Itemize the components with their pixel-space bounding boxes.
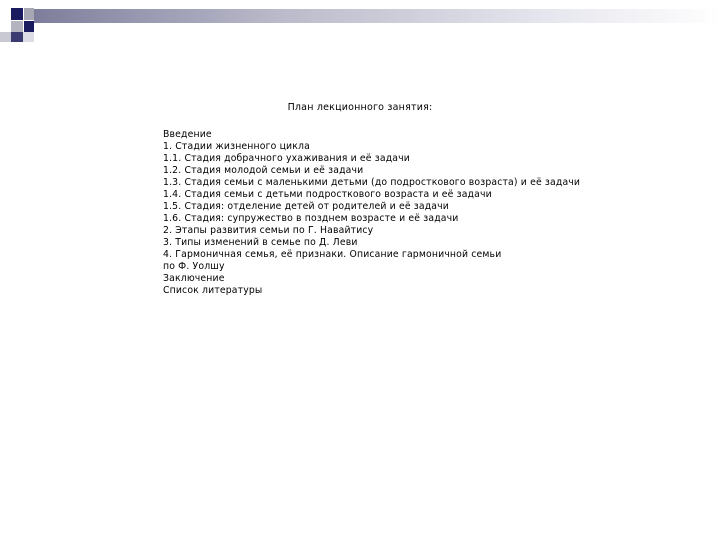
outline-item: 3. Типы изменений в семье по Д. Леви [163, 237, 358, 249]
outline-item: по Ф. Уолшу [163, 261, 225, 273]
outline-item: 4. Гармоничная семья, её признаки. Описание гармоничной семьи [163, 249, 502, 261]
header-gradient-band [0, 0, 720, 44]
decor-square-navy-3 [11, 32, 23, 42]
decor-square-gray-1 [24, 8, 34, 20]
outline-item: 1.3. Стадия семьи с маленькими детьми (до подросткового возраста) и её задачи [163, 177, 581, 189]
outline-item: 1.4. Стадия семьи с детьми подросткового возраста и её задачи [163, 189, 492, 201]
decor-square-light-1 [23, 32, 34, 42]
outline-item: 2. Этапы развития семьи по Г. Навайтису [163, 225, 374, 237]
slide-title: План лекционного занятия: [287, 102, 433, 113]
outline-item: 1.1. Стадия добрачного ухаживания и её задачи [163, 153, 410, 165]
header-band-bar [34, 9, 720, 23]
outline-item: Список литературы [163, 285, 263, 297]
decor-square-navy-1 [11, 8, 23, 20]
outline-item: Введение [163, 129, 212, 140]
outline-list [163, 129, 580, 297]
decor-square-navy-2 [24, 21, 34, 32]
outline-item: Заключение [163, 273, 225, 285]
outline-item: 1.2. Стадия молодой семьи и её задачи [163, 165, 364, 177]
decor-square-gray-3 [0, 32, 11, 42]
decor-square-gray-2 [11, 21, 23, 32]
outline-item: 1. Стадии жизненного цикла [163, 141, 310, 153]
outline-item: 1.6. Стадия: супружество в позднем возрасте и её задачи [163, 213, 459, 225]
header-decoration [0, 0, 720, 44]
outline-item: 1.5. Стадия: отделение детей от родителей и её задачи [163, 201, 449, 213]
